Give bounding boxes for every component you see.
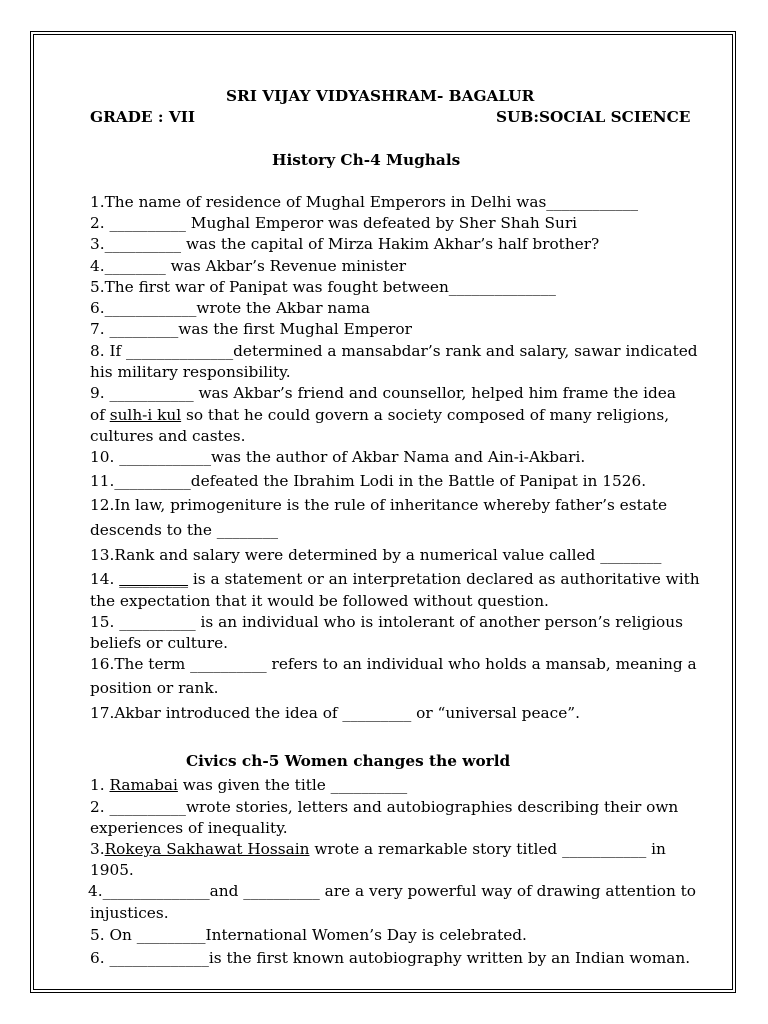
history-question-4: 4.________ was Akbar’s Revenue minister — [90, 257, 407, 275]
school-name: SRI VIJAY VIDYASHRAM- BAGALUR — [226, 87, 535, 105]
civics-question-1: 1. Ramabai was given the title __________ — [90, 776, 408, 794]
civics-question-3-line-2: 1905. — [90, 861, 134, 879]
history-question-5: 5.The first war of Panipat was fought between______________ — [90, 278, 556, 296]
history-question-1: 1.The name of residence of Mughal Emperors in Delhi was____________ — [90, 193, 639, 211]
history-question-15-line-2: beliefs or culture. — [90, 634, 228, 652]
history-question-12-line-1: 12.In law, primogeniture is the rule of inheritance whereby father’s estate — [90, 496, 668, 514]
civics-question-6: 6. _____________is the first known autobiography written by an Indian woman. — [90, 949, 691, 967]
subject-label: SUB:SOCIAL SCIENCE — [496, 108, 691, 126]
history-question-8-line-2: his military responsibility. — [90, 363, 291, 381]
blank-14: _________ — [119, 570, 189, 588]
civics-question-4-line-1: 4.______________and __________ are a very powerful way of drawing attention to — [88, 882, 697, 900]
history-question-11: 11.__________defeated the Ibrahim Lodi in the Battle of Panipat in 1526. — [90, 472, 647, 490]
civics-question-2-line-1: 2. __________wrote stories, letters and autobiographies describing their own — [90, 798, 679, 816]
history-question-3: 3.__________ was the capital of Mirza Hakim Akhar’s half brother? — [90, 235, 600, 253]
grade-label: GRADE : VII — [90, 108, 196, 126]
history-question-15-line-1: 15. __________ is an individual who is intolerant of another person’s religious — [90, 613, 683, 631]
term-ramabai: Ramabai — [109, 776, 178, 794]
history-question-9-line-2: of sulh-i kul so that he could govern a society composed of many religions, — [90, 406, 670, 424]
history-question-9-line-1: 9. ___________ was Akbar’s friend and counsellor, helped him frame the idea — [90, 384, 676, 402]
history-question-13: 13.Rank and salary were determined by a numerical value called ________ — [90, 546, 662, 564]
history-question-10: 10. ____________was the author of Akbar Nama and Ain-i-Akbari. — [90, 448, 586, 466]
history-question-14-line-2: the expectation that it would be followed without question. — [90, 592, 549, 610]
history-question-8-line-1: 8. If ______________determined a mansabdar’s rank and salary, sawar indicated — [90, 342, 698, 360]
history-question-9-line-3: cultures and castes. — [90, 427, 246, 445]
civics-question-3-line-1: 3.Rokeya Sakhawat Hossain wrote a remarkable story titled ___________ in — [90, 840, 666, 858]
history-question-12-line-2: descends to the ________ — [90, 521, 278, 539]
term-sulh-i-kul: sulh-i kul — [109, 406, 182, 424]
history-question-17: 17.Akbar introduced the idea of _________ or “universal peace”. — [90, 704, 580, 722]
history-question-7: 7. _________was the first Mughal Emperor — [90, 320, 412, 338]
history-question-14-line-1: 14. _________ is a statement or an interpretation declared as authoritative with — [90, 570, 700, 588]
history-question-16-line-1: 16.The term __________ refers to an individual who holds a mansab, meaning a — [90, 655, 697, 673]
term-rokeya-sakhawat-hossain: Rokeya Sakhawat Hossain — [104, 840, 310, 858]
civics-question-4-line-2: injustices. — [90, 904, 169, 922]
history-question-16-line-2: position or rank. — [90, 679, 219, 697]
civics-question-5: 5. On _________International Women’s Day is celebrated. — [90, 926, 527, 944]
civics-section-title: Civics ch-5 Women changes the world — [186, 752, 511, 770]
civics-question-2-line-2: experiences of inequality. — [90, 819, 288, 837]
history-section-title: History Ch-4 Mughals — [272, 151, 461, 169]
history-question-2: 2. __________ Mughal Emperor was defeated by Sher Shah Suri — [90, 214, 578, 232]
history-question-6: 6.____________wrote the Akbar nama — [90, 299, 370, 317]
